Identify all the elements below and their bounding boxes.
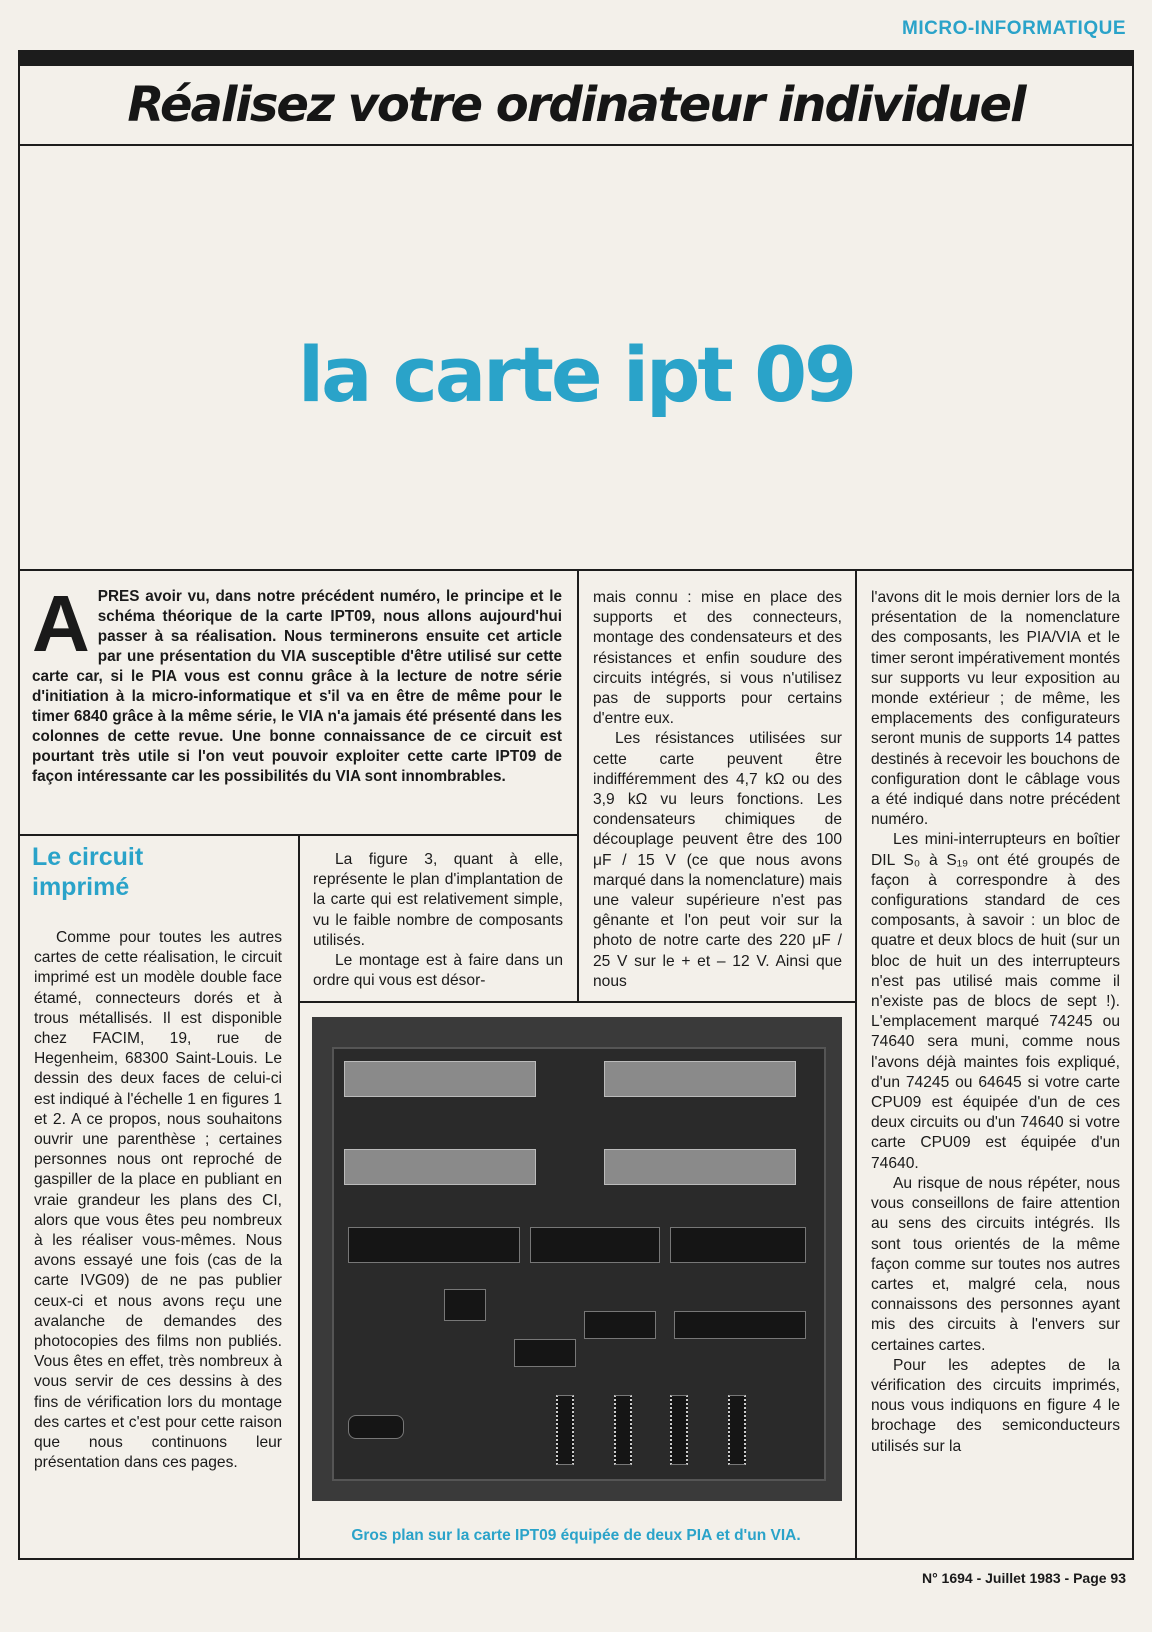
connector [344,1061,536,1097]
section-heading [32,842,282,902]
divider-title-bottom [20,569,1132,571]
divider-col-b [855,570,857,1558]
chip [444,1289,486,1321]
board-photo [312,1017,842,1501]
dil-switch [670,1395,688,1465]
column-4 [871,588,1120,1457]
connector [344,1149,536,1185]
page-folio: N° 1694 - Juillet 1983 - Page 93 [921,1570,1126,1586]
column-2 [313,850,563,991]
dil-switch [614,1395,632,1465]
col2-paragraph-1: La figure 3, quant à elle, représente le plan d'implantation de la carte qui est relativement simple, vu le faible nombre de composants utilisés. [313,851,563,949]
chip [584,1311,656,1339]
col4-paragraph-2: Les mini-interrupteurs en boîtier DIL S₀ à S₁₉ ont été groupés de façon à correspondre à des configurations standard de ces composants, à savoir : un bloc de quatre et deux blocs de huit (sur un bloc de huit un des interrupteurs n'est pas utilisé mais comme il n'existe pas de blocs de sept !). L'emplacement marqué 74245 ou 74640 sera muni, comme nous l'avons déjà maintes fois expliqué, d'un 74245 ou 64645 si votre carte CPU09 est équipée d'un de ces deux circuits ou d'un 74640 si votre carte CPU09 est équipée d'un 74640. [871,831,1120,1172]
column-1 [34,928,282,1473]
col4-paragraph-3: Au risque de nous répéter, nous vous conseillons de faire attention au sens des circuits intégrés. Ils sont tous orientés de la même façon comme sur toutes nos autres cartes et, malgré cela, nous connaissons des personnes ayant mis des circuits à l'envers sur certaines cartes. [871,1174,1120,1354]
chip-pia [348,1227,520,1263]
col4-paragraph-4: Pour les adeptes de la vérification des circuits imprimés, nous vous indiquons en figure 4 le brochage des semiconducteurs utilisés sur la [871,1356,1120,1455]
section-heading-line1: Le circuit [32,843,144,871]
col2-paragraph-2: Le montage est à faire dans un ordre qui vous est désor- [313,952,563,990]
dil-switch [728,1395,746,1465]
circuit-board [332,1047,826,1481]
section-heading-line2: imprimé [32,873,130,901]
col3-paragraph-1: mais connu : mise en place des supports et des connecteurs, montage des condensateurs et des résistances et enfin soudure des circuits intégrés, si vous n'utilisez pas de supports pour certains d'entre eux. [593,589,842,728]
connector [604,1149,796,1185]
connector [604,1061,796,1097]
intro-text: PRES avoir vu, dans notre précédent numéro, le principe et le schéma théorique de la carte IPT09, nous allons aujourd'hui passer à sa réalisation. Nous terminerons ensuite cet article par une présentation du VIA susceptible d'être utilisé sur cette carte car, si le PIA vous est connu grâce à la lecture de notre série d'initiation à la micro-informatique et s'il va en être de même pour le timer 6840 grâce à la même série, le VIA n'a jamais été présenté dans les colonnes de cette revue. Une bonne connaissance de ce circuit est pourtant très utile si l'on veut pouvoir exploiter cette carte IPT09 de façon intéressante car les possibilités du VIA sont innombrables. [32,588,562,785]
chip-via [670,1227,806,1263]
intro-paragraph [32,579,562,787]
article-title: la carte ipt 09 [298,330,854,419]
chip [514,1339,576,1367]
top-rule [18,50,1134,66]
column-3 [593,588,842,992]
chip-pia [530,1227,660,1263]
divider-col-c [298,835,300,1558]
dil-switch [556,1395,574,1465]
photo-caption: Gros plan sur la carte IPT09 équipée de deux PIA et d'un VIA. [351,1527,801,1544]
capacitor [348,1415,404,1439]
headline: Réalisez votre ordinateur individuel [20,66,1132,146]
col4-paragraph-1: l'avons dit le mois dernier lors de la présentation de la nomenclature des composants, les PIA/VIA et le timer seront impérativement montés sur supports vu leur exposition au monde extérieur ; de même, les emplacements des configurateurs seront munis de supports 14 pattes destinés à recevoir les bouchons de configuration dont le câblage vous a été indiqué dans notre précédent numéro. [871,589,1120,829]
section-rubric: MICRO-INFORMATIQUE [902,18,1126,39]
col3-paragraph-2: Les résistances utilisées sur cette carte peuvent être indifféremment des 4,7 kΩ ou des 3,9 kΩ vu leurs fonctions. Les condensateurs chimiques de découplage peuvent être des 100 μF / 15 V (ce que nous avons marqué dans la nomenclature) mais une valeur supérieure n'est pas gênante et l'on peut voir sur la photo de notre carte des 220 μF / 25 V sur le + et – 12 V. Ainsi que nous [593,730,842,990]
col1-paragraph: Comme pour toutes les autres cartes de cette réalisation, le circuit imprimé est un modèle double face étamé, connecteurs dorés et à trous métallisés. Il est disponible chez FACIM, 19, rue de Hegenheim, 68300 Saint-Louis. Le dessin des deux faces de celui-ci est indiqué à l'échelle 1 en figures 1 et 2. A ce propos, nous souhaitons ouvrir une parenthèse ; certaines personnes nous ont reproché de gaspiller de la place en publiant en vraie grandeur les plans des CI, alors que vous êtes peu nombreux à les réaliser vous-mêmes. Nous avons essayé une fois (cas de la carte IVG09) de ne pas publier ceux-ci et nous avons reçu une avalanche de demandes des photocopies des films non publiés. Vous êtes en effet, très nombreux à vous servir de ces dessins à des fins de vérification lors du montage des cartes et c'est pour cette raison que nous continuons leur présentation dans ces pages. [34,929,282,1472]
drop-cap: A [32,579,90,668]
divider-col-a [577,570,579,1002]
chip [674,1311,806,1339]
